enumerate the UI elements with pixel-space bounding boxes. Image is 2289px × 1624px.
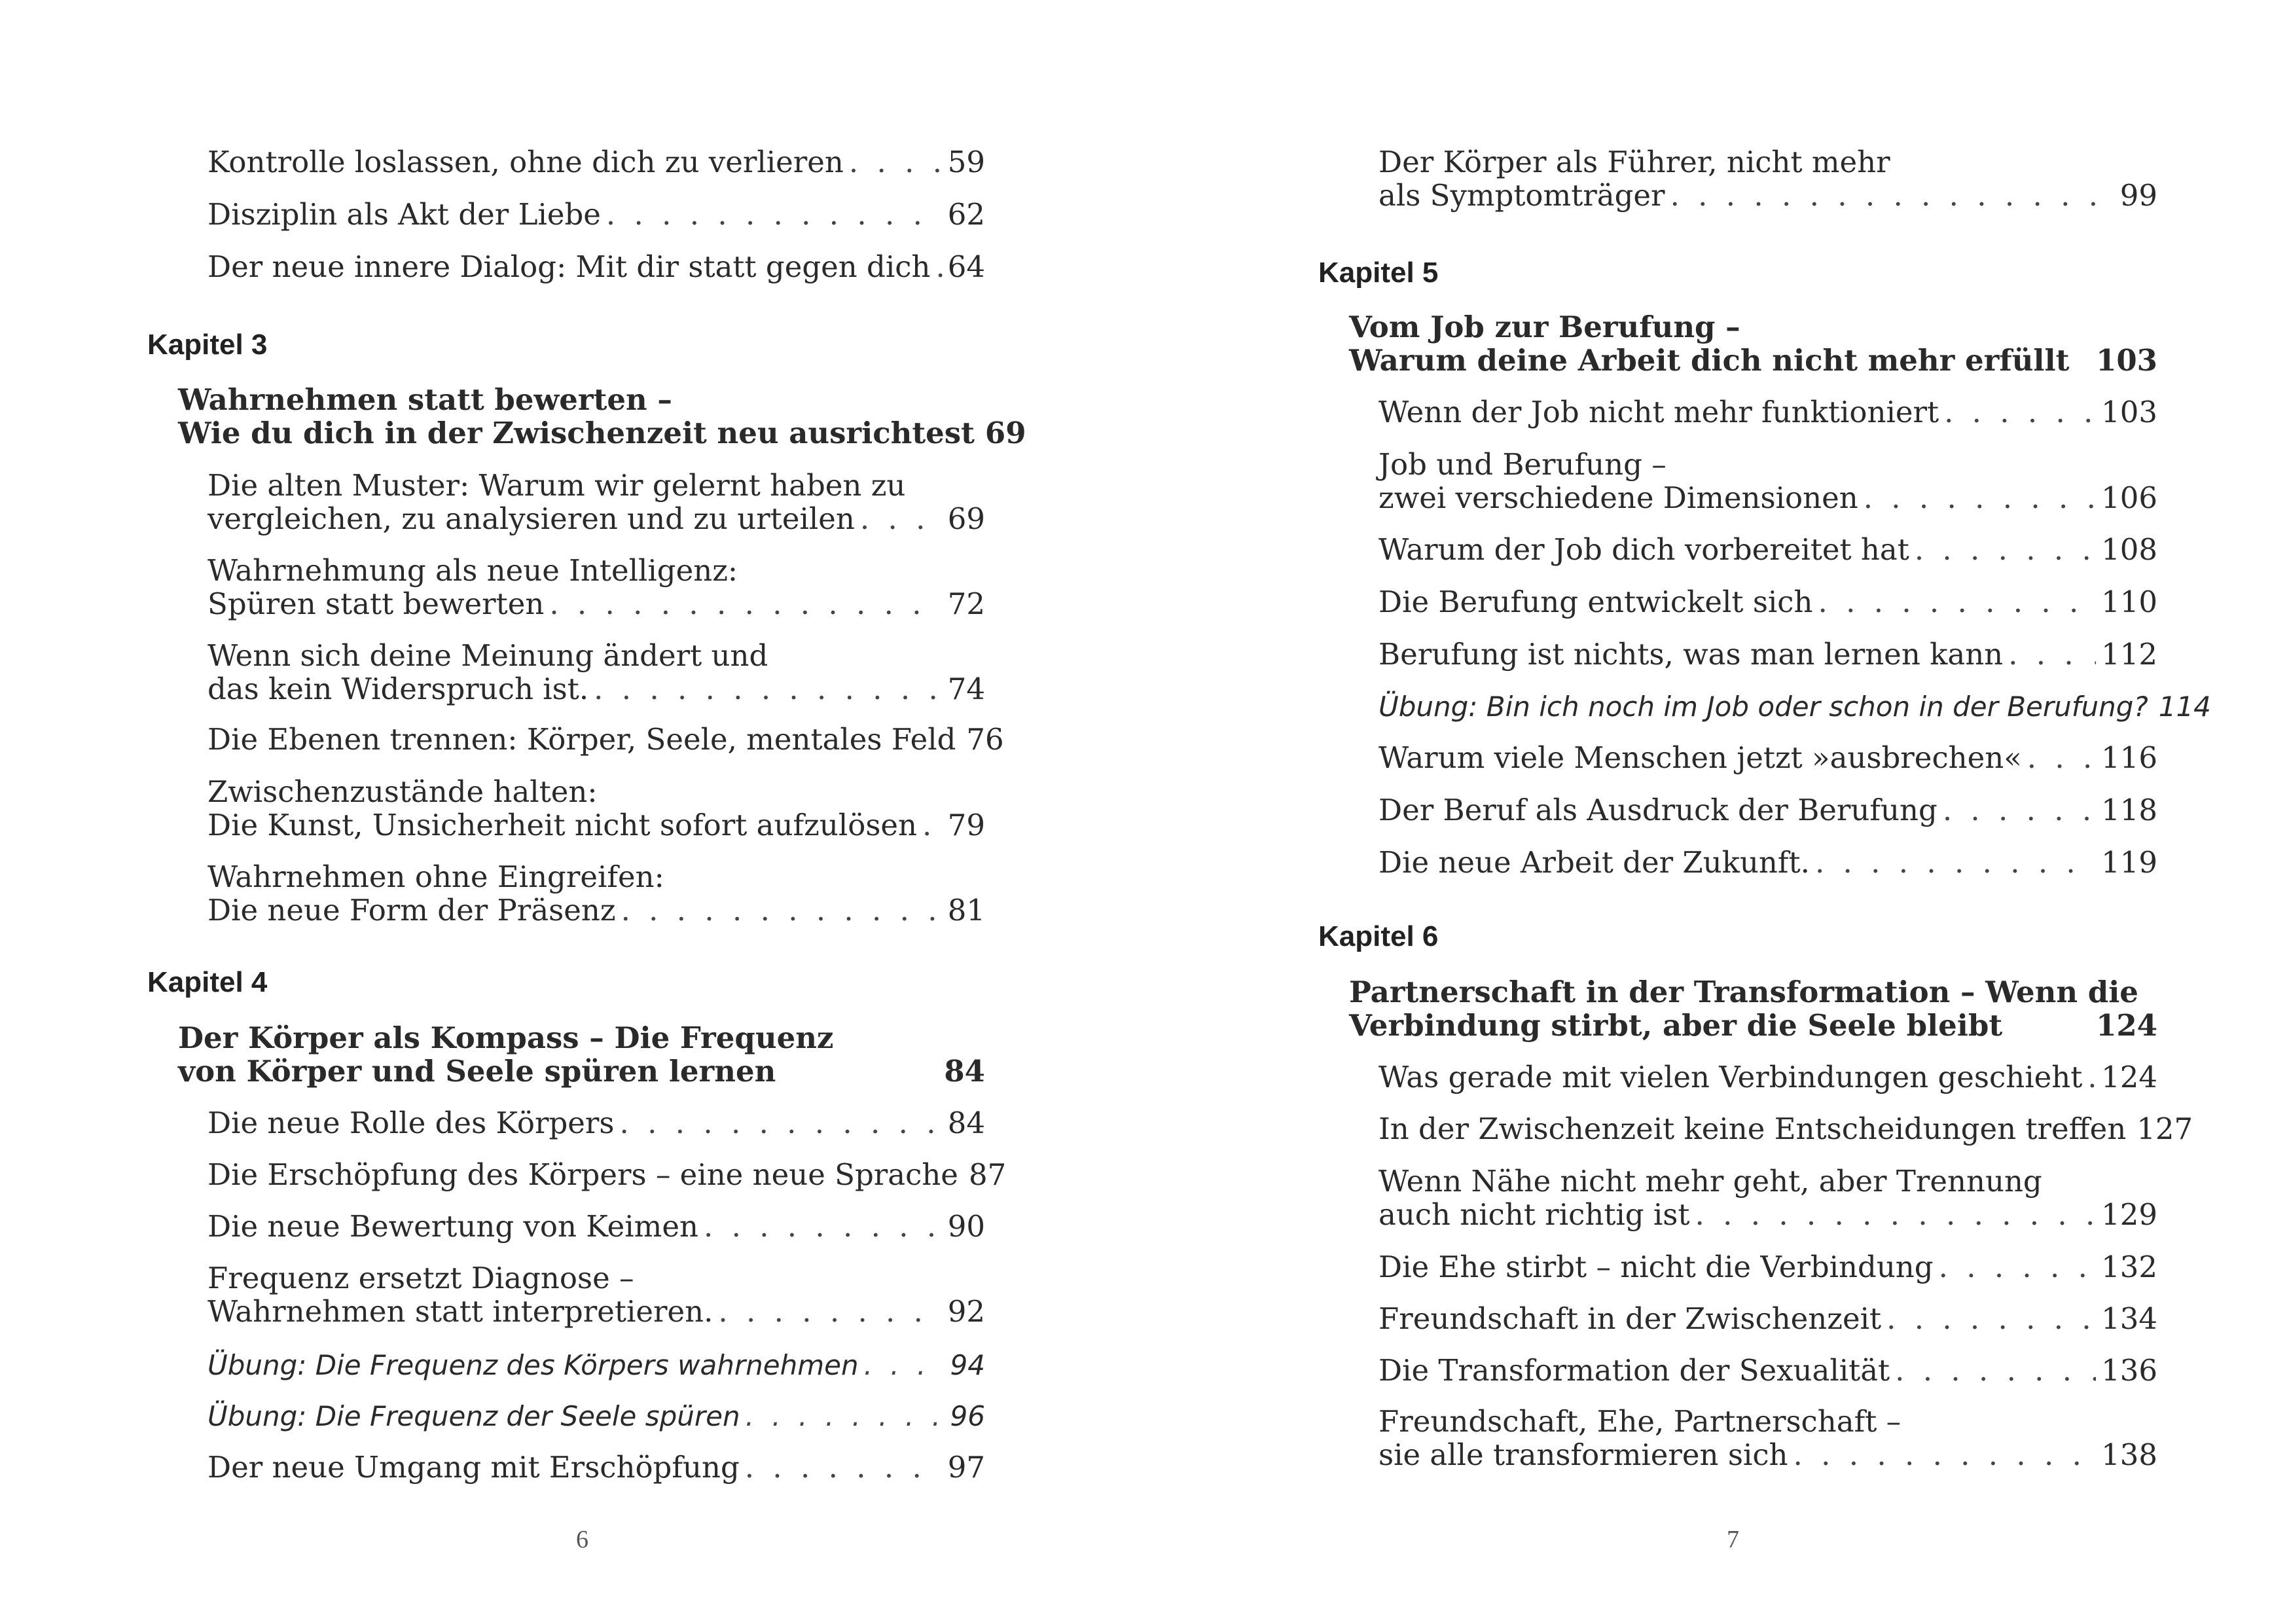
entry-title-line1: Die alten Muster: Warum wir gelernt haben zu — [207, 468, 906, 503]
entry-page: 87 — [968, 1157, 1007, 1192]
entry-title: vergleichen, zu analysieren und zu urteilen — [207, 501, 855, 536]
entry-title: Was gerade mit vielen Verbindungen geschieht — [1379, 1060, 2083, 1094]
entry-page: 114 — [2158, 691, 2211, 723]
dot-leader — [849, 145, 943, 179]
entry-page: 69 — [947, 501, 985, 536]
entry-title: Disziplin als Akt der Liebe — [207, 197, 601, 232]
entry-page: 96 — [950, 1400, 985, 1432]
entry-title: Übung: Die Frequenz des Körpers wahrnehmen — [207, 1349, 859, 1381]
toc-entry[interactable] — [1318, 448, 2157, 514]
entry-title: Wenn der Job nicht mehr funktioniert — [1379, 395, 1939, 429]
toc-entry[interactable] — [1318, 395, 2157, 429]
toc-entry[interactable] — [147, 1261, 985, 1328]
dot-leader — [935, 250, 942, 283]
dot-leader — [1944, 395, 2096, 429]
right-page — [1144, 0, 2289, 1624]
dot-leader — [1943, 793, 2096, 827]
entry-page: 62 — [947, 197, 985, 232]
entry-title: sie alle transformieren sich — [1379, 1437, 1788, 1472]
dot-leader — [1793, 1438, 2097, 1471]
entry-page: 110 — [2101, 585, 2157, 619]
toc-entry[interactable] — [1318, 741, 2157, 774]
dot-leader — [606, 198, 943, 231]
toc-entry[interactable] — [147, 1451, 985, 1484]
entry-title-line1: Zwischenzustände halten: — [207, 774, 598, 809]
entry-title: Der Beruf als Ausdruck der Berufung — [1379, 793, 1938, 827]
entry-title: von Körper und Seele spüren lernen — [178, 1054, 776, 1089]
entry-page: 97 — [947, 1450, 985, 1485]
entry-page: 92 — [947, 1294, 985, 1329]
dot-leader — [620, 1106, 943, 1140]
entry-title-line1: Wenn Nähe nicht mehr geht, aber Trennung — [1379, 1164, 2042, 1199]
dot-leader — [1815, 846, 2096, 879]
toc-entry[interactable] — [147, 250, 985, 283]
entry-title: Die Ebenen trennen: Körper, Seele, mentales Feld — [207, 722, 956, 757]
chapter-heading: Kapitel 4 — [147, 966, 268, 998]
dot-leader — [1818, 585, 2097, 619]
toc-chapter-title[interactable] — [1318, 975, 2157, 1042]
toc-entry[interactable] — [147, 639, 985, 706]
entry-title: das kein Widerspruch ist. — [207, 672, 589, 706]
entry-title: Der neue Umgang mit Erschöpfung — [207, 1450, 740, 1485]
entry-title: Die neue Rolle des Körpers — [207, 1106, 615, 1140]
toc-entry[interactable] — [147, 469, 985, 535]
toc-entry[interactable] — [1318, 1060, 2157, 1094]
toc-entry[interactable] — [1318, 1250, 2157, 1284]
toc-entry[interactable] — [147, 775, 985, 842]
entry-title: als Symptomträger — [1379, 178, 1665, 213]
entry-title: Warum deine Arbeit dich nicht mehr erfüllt — [1349, 343, 2070, 378]
entry-title: Die neue Bewertung von Keimen — [207, 1209, 698, 1244]
entry-page: 76 — [966, 722, 1004, 757]
entry-title: Spüren statt bewerten — [207, 586, 545, 621]
toc-exercise-entry[interactable] — [147, 1399, 985, 1433]
dot-leader — [922, 808, 943, 842]
entry-page: 103 — [2096, 343, 2157, 378]
left-page — [0, 0, 1144, 1624]
toc-entry[interactable] — [1318, 1302, 2157, 1335]
dot-leader — [621, 893, 943, 927]
dot-leader — [860, 502, 943, 535]
entry-title: Übung: Die Frequenz der Seele spüren — [207, 1400, 740, 1432]
toc-entry[interactable] — [1318, 638, 2157, 671]
entry-page: 134 — [2101, 1301, 2157, 1336]
toc-entry[interactable] — [147, 554, 985, 621]
page-number: 6 — [576, 1526, 588, 1553]
entry-title-line1: Vom Job zur Berufung – — [1349, 310, 1740, 344]
entry-title-line1: Partnerschaft in der Transformation – Wenn die — [1349, 975, 2138, 1009]
dot-leader — [718, 1295, 942, 1328]
entry-page: 106 — [2101, 480, 2157, 515]
entry-page: 136 — [2101, 1353, 2157, 1388]
entry-title: Die neue Arbeit der Zukunft. — [1379, 845, 1810, 880]
entry-page: 132 — [2101, 1250, 2157, 1284]
entry-page: 64 — [947, 249, 985, 284]
entry-title: Die Erschöpfung des Körpers – eine neue Sprache — [207, 1157, 958, 1192]
dot-leader — [1670, 179, 2115, 212]
entry-page: 99 — [2119, 178, 2157, 213]
toc-entry[interactable] — [147, 1106, 985, 1140]
entry-title: Warum viele Menschen jetzt »ausbrechen« — [1379, 740, 2022, 775]
toc-entry[interactable] — [1318, 1354, 2157, 1387]
entry-page: 84 — [944, 1054, 985, 1089]
toc-exercise-entry[interactable] — [1318, 690, 2211, 723]
toc-chapter-title[interactable] — [1318, 310, 2157, 377]
entry-page: 94 — [950, 1349, 985, 1381]
dot-leader — [1895, 1354, 2096, 1387]
entry-page: 69 — [984, 416, 1026, 450]
dot-leader — [1915, 533, 2096, 566]
entry-title-line1: Wenn sich deine Meinung ändert und — [207, 638, 768, 673]
entry-title: Die Kunst, Unsicherheit nicht sofort aufzulösen — [207, 808, 918, 842]
entry-title: zwei verschiedene Dimensionen — [1379, 480, 1858, 515]
entry-title-line1: Wahrnehmen ohne Eingreifen: — [207, 859, 664, 894]
entry-title-line1: Wahrnehmung als neue Intelligenz: — [207, 553, 738, 588]
entry-title: Die Berufung entwickelt sich — [1379, 585, 1813, 619]
entry-title: In der Zwischenzeit keine Entscheidungen treffen — [1379, 1111, 2127, 1146]
entry-title-line1: Freundschaft, Ehe, Partnerschaft – — [1379, 1404, 1901, 1439]
dot-leader — [746, 1399, 945, 1433]
entry-title: Freundschaft in der Zwischenzeit — [1379, 1301, 1882, 1336]
entry-title-line1: Job und Berufung – — [1379, 447, 1667, 482]
entry-page: 138 — [2101, 1437, 2157, 1472]
toc-entry[interactable] — [147, 1157, 1007, 1192]
dot-leader — [2087, 1060, 2096, 1094]
chapter-heading: Kapitel 5 — [1318, 257, 1439, 289]
entry-page: 119 — [2101, 845, 2157, 880]
entry-page: 127 — [2136, 1111, 2193, 1146]
entry-title: Berufung ist nichts, was man lernen kann — [1379, 637, 2004, 672]
toc-entry[interactable] — [1318, 1405, 2157, 1471]
toc-entry[interactable] — [147, 860, 985, 927]
entry-title: Übung: Bin ich noch im Job oder schon in der Berufung? — [1379, 691, 2148, 723]
entry-title: Wie du dich in der Zwischenzeit neu ausrichtest — [178, 416, 975, 450]
entry-page: 129 — [2101, 1197, 2157, 1232]
entry-title: auch nicht richtig ist — [1379, 1197, 1690, 1232]
toc-exercise-entry[interactable] — [147, 1348, 985, 1382]
toc-entry[interactable] — [147, 145, 985, 179]
toc-entry[interactable] — [147, 722, 1004, 757]
dot-leader — [704, 1210, 943, 1243]
entry-page: 103 — [2101, 395, 2157, 429]
toc-entry[interactable] — [1318, 1111, 2193, 1146]
dot-leader — [594, 672, 943, 706]
entry-page: 81 — [947, 893, 985, 928]
toc-entry[interactable] — [147, 198, 985, 231]
entry-title-line1: Wahrnehmen statt bewerten – — [178, 382, 672, 417]
toc-entry[interactable] — [1318, 585, 2157, 619]
entry-page: 124 — [2101, 1060, 2157, 1094]
entry-page: 72 — [947, 586, 985, 621]
entry-page: 108 — [2101, 532, 2157, 567]
page-number: 7 — [1727, 1526, 1739, 1553]
dot-leader — [1939, 1250, 2096, 1284]
toc-entry[interactable] — [1318, 533, 2157, 566]
dot-leader — [2027, 741, 2096, 774]
entry-page: 74 — [947, 672, 985, 706]
toc-chapter-title[interactable] — [147, 382, 1026, 450]
chapter-heading: Kapitel 3 — [147, 329, 268, 361]
entry-page: 118 — [2101, 793, 2157, 827]
entry-title-line1: Der Körper als Kompass – Die Frequenz — [178, 1020, 834, 1055]
entry-page: 90 — [947, 1209, 985, 1244]
entry-title-line1: Frequenz ersetzt Diagnose – — [207, 1261, 634, 1295]
toc-entry[interactable] — [1318, 145, 2157, 212]
dot-leader — [1695, 1198, 2097, 1231]
entry-title: Kontrolle loslassen, ohne dich zu verlieren — [207, 145, 844, 179]
toc-entry[interactable] — [1318, 846, 2157, 879]
entry-page: 84 — [947, 1106, 985, 1140]
entry-title: Warum der Job dich vorbereitet hat — [1379, 532, 1909, 567]
toc-entry[interactable] — [1318, 793, 2157, 827]
toc-entry[interactable] — [1318, 1164, 2157, 1231]
dot-leader — [1886, 1302, 2096, 1335]
entry-page: 79 — [947, 808, 985, 842]
entry-title: Die Transformation der Sexualität — [1379, 1353, 1890, 1388]
dot-leader — [2008, 638, 2096, 671]
entry-title: Die neue Form der Präsenz — [207, 893, 616, 928]
dot-leader — [1864, 481, 2096, 514]
chapter-heading: Kapitel 6 — [1318, 920, 1439, 952]
dot-leader — [549, 587, 942, 621]
entry-title: Der neue innere Dialog: Mit dir statt gegen dich — [207, 249, 931, 284]
entry-title: Die Ehe stirbt – nicht die Verbindung — [1379, 1250, 1934, 1284]
toc-entry[interactable] — [147, 1210, 985, 1243]
entry-page: 124 — [2096, 1008, 2157, 1043]
dot-leader — [745, 1451, 943, 1484]
entry-page: 116 — [2101, 740, 2157, 775]
entry-title: Wahrnehmen statt interpretieren. — [207, 1294, 713, 1329]
toc-chapter-title[interactable] — [147, 1021, 985, 1088]
entry-title: Verbindung stirbt, aber die Seele bleibt — [1349, 1008, 2003, 1043]
dot-leader — [864, 1348, 945, 1382]
entry-page: 59 — [947, 145, 985, 179]
entry-title-line1: Der Körper als Führer, nicht mehr — [1379, 145, 1890, 179]
entry-page: 112 — [2101, 637, 2157, 672]
